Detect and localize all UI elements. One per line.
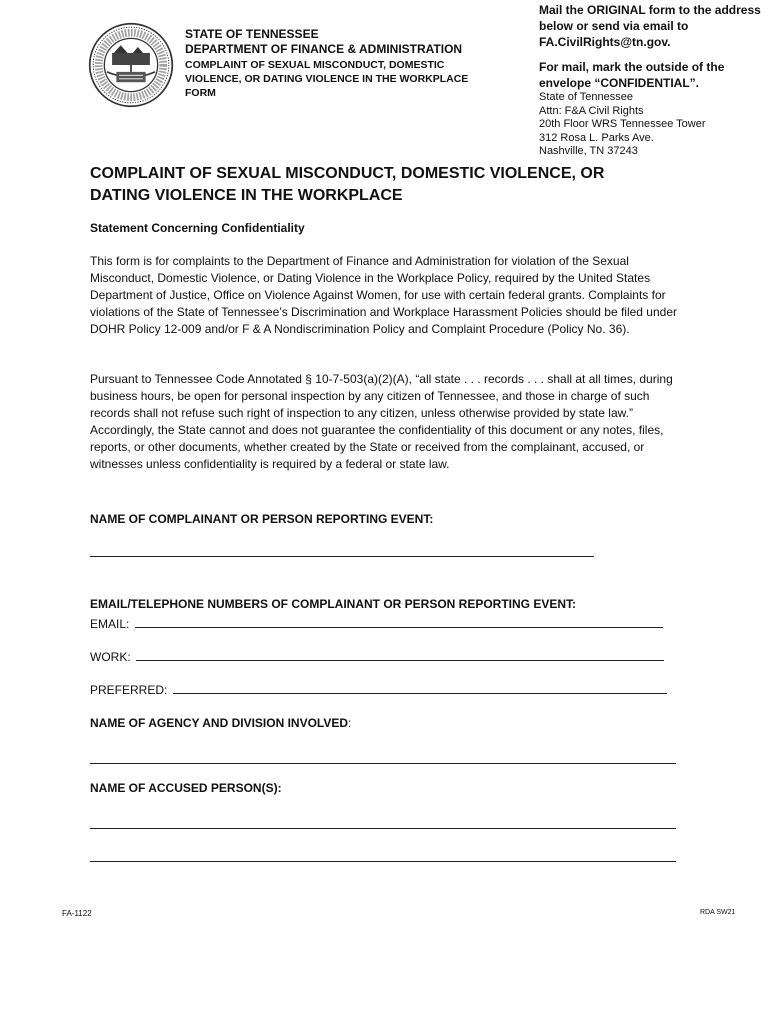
complainant-name-field[interactable] [90,556,594,557]
preferred-phone-field[interactable] [173,692,667,694]
mail-instruction: Mail the ORIGINAL form to the address below or send via email to FA.CivilRights@tn.gov. [539,3,761,49]
accused-field-1[interactable] [90,828,676,829]
state-name: STATE OF TENNESSEE [185,27,319,41]
preferred-label: PREFERRED: [90,683,168,697]
address-line: 312 Rosa L. Parks Ave. [539,131,654,144]
form-number: FA-1122 [62,909,92,918]
mail-instructions [539,2,764,159]
work-row [90,650,664,664]
agency-header [185,27,485,100]
email-row [90,617,663,631]
agency-involved-row [90,716,351,730]
agency-involved-label: NAME OF AGENCY AND DIVISION INVOLVED [90,716,349,730]
accused-label: NAME OF ACCUSED PERSON(S): [90,781,282,795]
work-label: WORK: [90,650,131,664]
department-name: DEPARTMENT OF FINANCE & ADMINISTRATION [185,42,463,56]
email-field[interactable] [135,626,663,628]
tennessee-seal [88,22,174,108]
address-line: Nashville, TN 37243 [539,145,638,157]
confidentiality-paragraph-2: Pursuant to Tennessee Code Annotated § 10-7-503(a)(2)(A), “all state . . . records . . . shall at all times, during business hours, be open for personal inspection by any citizen of Tennessee, and those in charge of such records shall not refuse such right of inspection to any citizen, unless otherwise provided by state law.” Accordingly, the State cannot and does not guarantee the confidentiality of this document or any notes, files, reports, or other documents, whether created by the State or received from the complainant, accused, or witnesses unless confidentiality is required by a federal or state law. [90,372,673,471]
complainant-name-label: NAME OF COMPLAINANT OR PERSON REPORTING EVENT: [90,512,434,526]
confidentiality-heading: Statement Concerning Confidentiality [90,221,305,235]
address-line: 20th Floor WRS Tennessee Tower [539,118,706,130]
address-line: Attn: F&A Civil Rights [539,104,644,117]
rda-code: RDA SW21 [700,909,736,916]
accused-field-2[interactable] [90,861,676,862]
address-line: State of Tennessee [539,91,633,103]
confidentiality-paragraph-1: This form is for complaints to the Department of Finance and Administration for violation of the Sexual Misconduct, Domestic Violence, or Dating Violence in the Workplace Policy, required by the United States Department of Justice, Office on Violence Against Women, for use with certain federal grants. Complaints for violations of the State of Tennessee’s Discrimination and Workplace Harassment Policies should be filed under DOHR Policy 12-009 and/or F & A Nondiscrimination Policy and Complaint Procedure (Policy No. 36). [90,254,677,336]
envelope-instruction: For mail, mark the outside of the envelope “CONFIDENTIAL”. [539,60,725,90]
preferred-row [90,683,667,697]
agency-involved-field[interactable] [90,763,676,764]
email-label: EMAIL: [90,617,130,631]
form-name: COMPLAINT OF SEXUAL MISCONDUCT, DOMESTIC VIOLENCE, OR DATING VIOLENCE IN THE WORKPLACE FORM [185,59,469,99]
work-phone-field[interactable] [136,659,664,661]
contact-label: EMAIL/TELEPHONE NUMBERS OF COMPLAINANT OR PERSON REPORTING EVENT: [90,597,577,611]
page-title: COMPLAINT OF SEXUAL MISCONDUCT, DOMESTIC VIOLENCE, OR DATING VIOLENCE IN THE WORKPLACE [90,165,605,204]
agency-involved-colon: : [348,716,352,730]
